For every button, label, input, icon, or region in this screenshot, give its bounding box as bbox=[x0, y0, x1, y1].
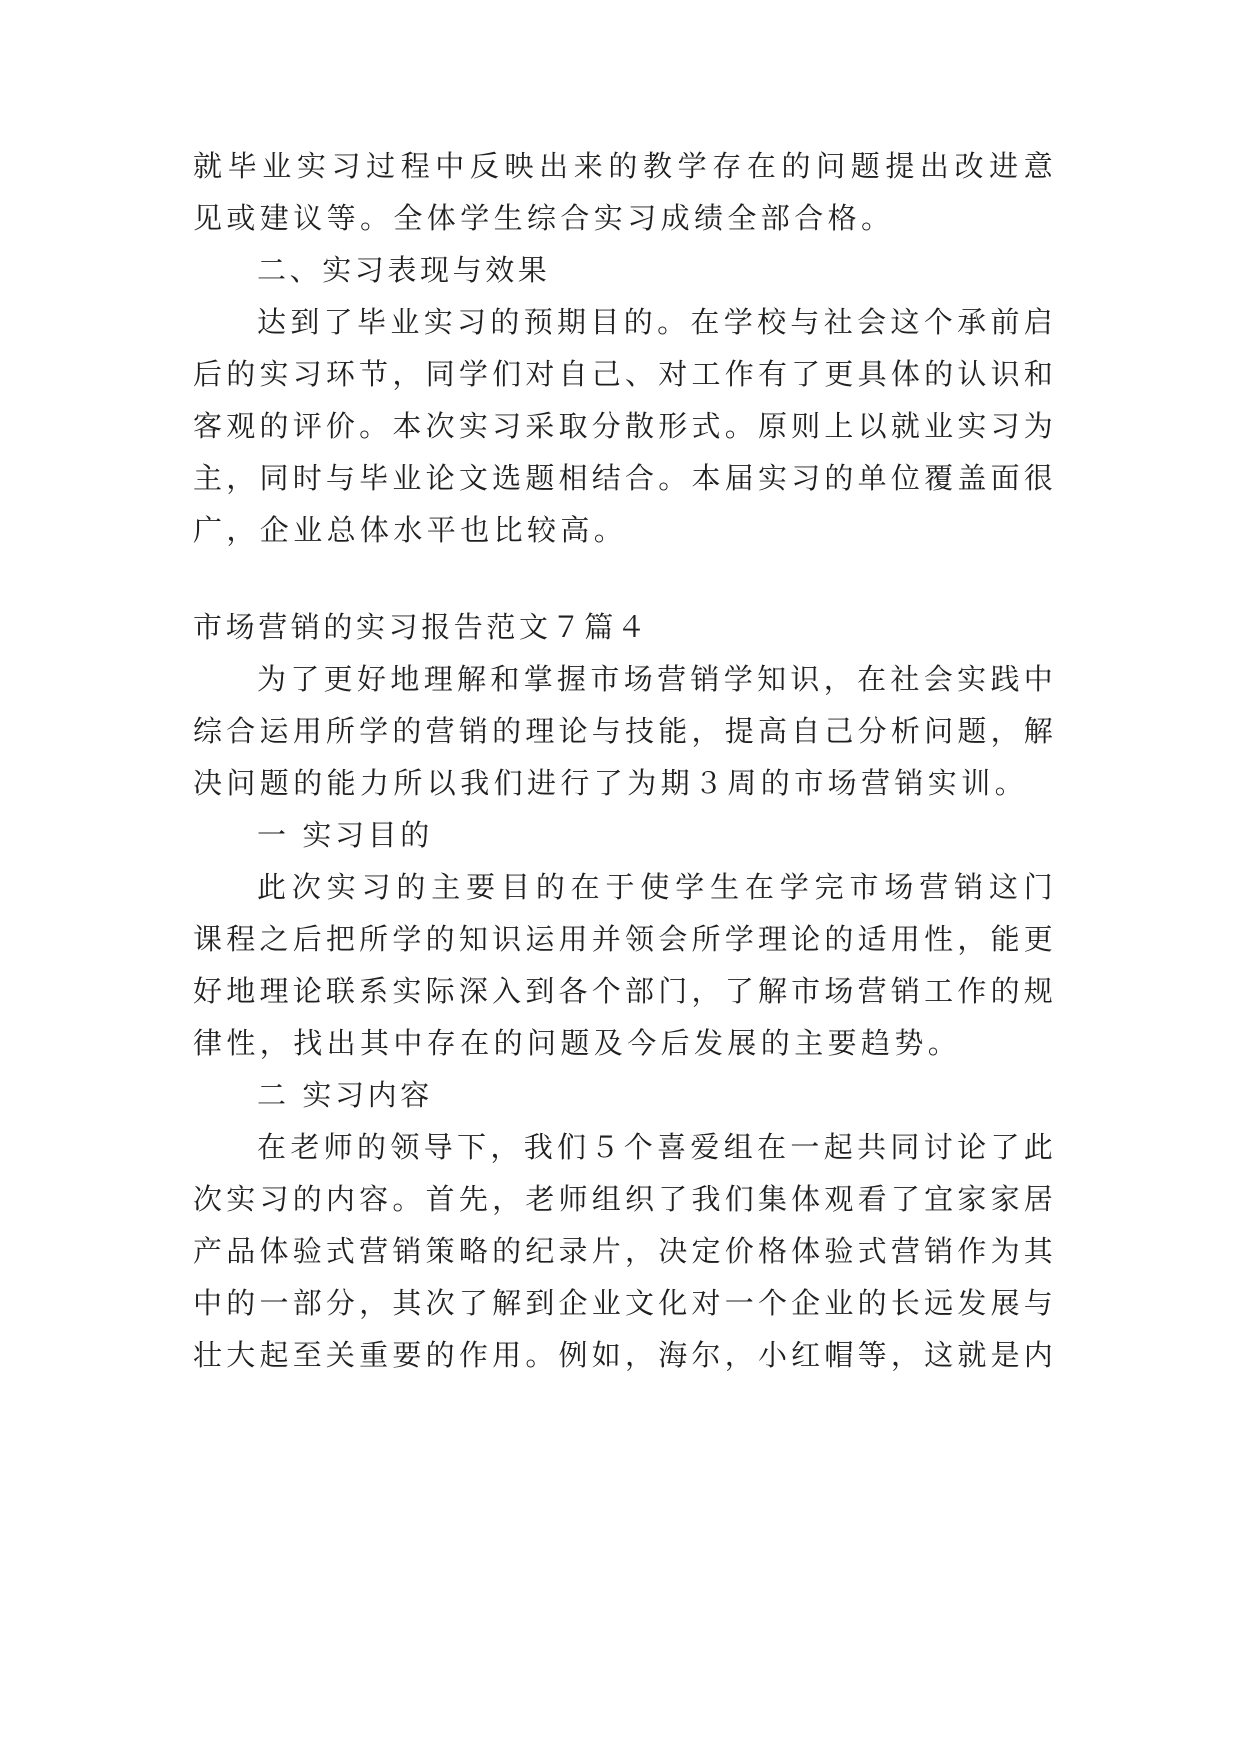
section-heading: 二 实习内容 bbox=[257, 1078, 433, 1112]
text-line: 主，同时与毕业论文选题相结合。本届实习的单位覆盖面很 bbox=[193, 461, 1053, 495]
text-line: 见或建议等。全体学生综合实习成绩全部合格。 bbox=[193, 201, 895, 235]
text-line: 壮大起至关重要的作用。例如，海尔，小红帽等，这就是内 bbox=[193, 1338, 1053, 1372]
text-line: 好地理论联系实际深入到各个部门，了解市场营销工作的规 bbox=[193, 974, 1053, 1008]
text-line: 课程之后把所学的知识运用并领会所学理论的适用性，能更 bbox=[193, 922, 1053, 956]
section-heading: 一 实习目的 bbox=[257, 818, 433, 852]
text-line: 在老师的领导下，我们５个喜爱组在一起共同讨论了此 bbox=[257, 1130, 1053, 1164]
text-line: 中的一部分，其次了解到企业文化对一个企业的长远发展与 bbox=[193, 1286, 1053, 1320]
article-title: 市场营销的实习报告范文７篇４ bbox=[193, 610, 650, 644]
text-line: 客观的评价。本次实习采取分散形式。原则上以就业实习为 bbox=[193, 409, 1053, 443]
text-line: 综合运用所学的营销的理论与技能，提高自己分析问题，解 bbox=[193, 714, 1053, 748]
text-line: 为了更好地理解和掌握市场营销学知识，在社会实践中 bbox=[257, 662, 1053, 696]
text-line: 次实习的内容。首先，老师组织了我们集体观看了宜家家居 bbox=[193, 1182, 1053, 1216]
text-line: 律性，找出其中存在的问题及今后发展的主要趋势。 bbox=[193, 1026, 962, 1060]
text-line: 产品体验式营销策略的纪录片，决定价格体验式营销作为其 bbox=[193, 1234, 1053, 1268]
text-line: 此次实习的主要目的在于使学生在学完市场营销这门 bbox=[257, 870, 1053, 904]
text-line: 就毕业实习过程中反映出来的教学存在的问题提出改进意 bbox=[193, 149, 1053, 183]
section-heading: 二、实习表现与效果 bbox=[257, 253, 551, 287]
text-line: 决问题的能力所以我们进行了为期３周的市场营销实训。 bbox=[193, 766, 1029, 800]
text-line: 达到了毕业实习的预期目的。在学校与社会这个承前启 bbox=[257, 305, 1053, 339]
text-line: 广，企业总体水平也比较高。 bbox=[193, 513, 628, 547]
text-line: 后的实习环节，同学们对自己、对工作有了更具体的认识和 bbox=[193, 357, 1053, 391]
